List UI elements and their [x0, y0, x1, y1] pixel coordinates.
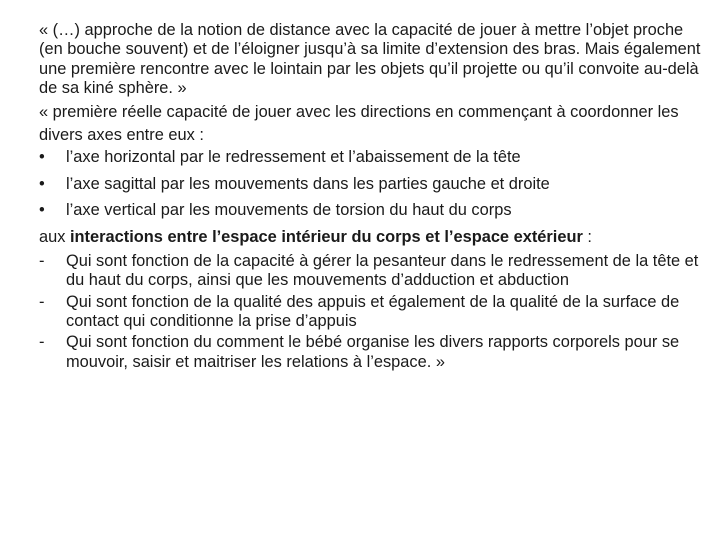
bullet-text: l’axe sagittal par les mouvements dans les parties gauche et droite	[66, 174, 550, 193]
bullet-marker: •	[39, 201, 45, 220]
paragraph-directions: « première réelle capacité de jouer avec les directions en commençant à coordonner les divers axes entre eux :	[39, 103, 679, 144]
dash-marker: -	[39, 292, 45, 311]
quote-text-block	[39, 21, 704, 372]
interactions-bold-text: interactions entre l’espace intérieur du corps et l’espace extérieur	[69, 227, 583, 246]
dash-item	[39, 293, 704, 332]
paragraph-distance: « (…) approche de la notion de distance avec la capacité de jouer à mettre l’objet proche (en bouche souvent) et de l’éloigner jusqu’à sa limite d’extension des bras. Mais également une première rencontre avec le lointain par les objets qu’il projette ou qu’il convoite au-delà de sa kiné sphère. »	[39, 21, 701, 97]
dash-text: Qui sont fonction de la qualité des appuis et également de la qualité de la surface de contact qui conditionne la prise d’appuis	[66, 292, 680, 331]
dash-item	[39, 252, 704, 291]
bullet-text: l’axe horizontal par le redressement et l’abaissement de la tête	[66, 148, 521, 167]
bullet-item	[39, 173, 704, 196]
dash-text: Qui sont fonction de la capacité à gérer la pesanteur dans le redressement de la tête et du haut du corps, ainsi que les mouvements d’adduction et abduction	[66, 252, 699, 290]
bullet-item	[39, 146, 704, 169]
bullet-marker: •	[39, 174, 45, 193]
paragraph-interactions	[39, 226, 704, 249]
interactions-suffix: :	[582, 227, 592, 246]
dash-marker: -	[39, 333, 45, 352]
bullet-marker: •	[39, 148, 45, 167]
dash-item	[39, 333, 704, 372]
bullet-text: l’axe vertical par les mouvements de torsion du haut du corps	[66, 201, 512, 220]
dash-text: Qui sont fonction du comment le bébé organise les divers rapports corporels pour se mouvoir, saisir et maitriser les relations à l’espace. »	[66, 333, 680, 371]
interactions-prefix: aux	[39, 227, 70, 246]
dash-marker: -	[39, 252, 45, 271]
bullet-item	[39, 199, 704, 222]
